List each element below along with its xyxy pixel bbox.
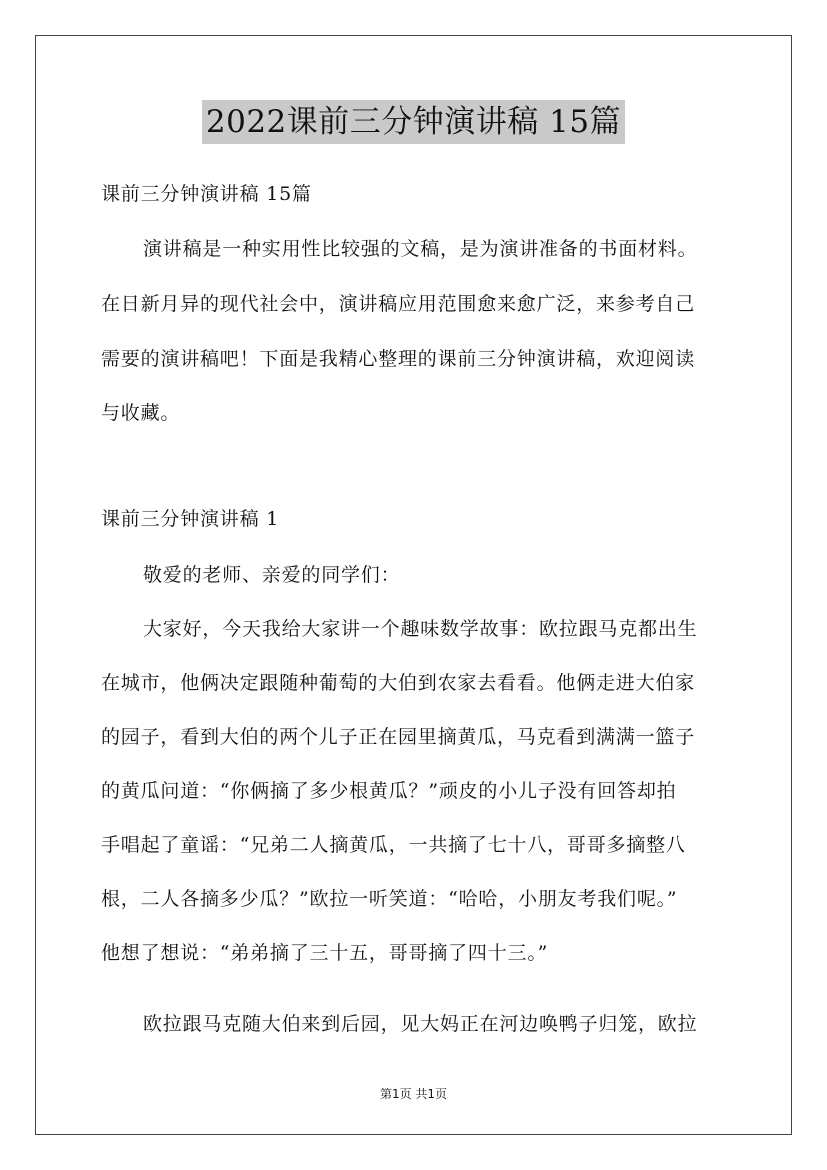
paragraph-line: 的园子，看到大伯的两个儿子正在园里摘黄瓜，马克看到满满一篮子 [101,726,696,748]
paragraph-line: 大家好，今天我给大家讲一个趣味数学故事：欧拉跟马克都出生 [143,618,698,640]
page-footer: 第1页 共1页 [379,1087,448,1101]
section-heading: 课前三分钟演讲稿 1 [101,508,280,530]
greeting-line: 敬爱的老师、亲爱的同学们： [143,564,401,586]
paragraph-line: 的黄瓜问道：“你俩摘了多少根黄瓜？”顽皮的小儿子没有回答却拍 [101,780,677,802]
paragraph-line: 需要的演讲稿吧！下面是我精心整理的课前三分钟演讲稿，欢迎阅读 [101,348,696,370]
paragraph-line: 与收藏。 [101,402,181,424]
paragraph-line: 欧拉跟马克随大伯来到后园，见大妈正在河边唤鸭子归笼，欧拉 [143,1013,698,1035]
paragraph-line: 他想了想说：“弟弟摘了三十五，哥哥摘了四十三。” [101,942,549,964]
title-container [0,100,827,144]
paragraph-line: 演讲稿是一种实用性比较强的文稿，是为演讲准备的书面材料。 [143,238,698,260]
paragraph-line: 手唱起了童谣：“兄弟二人摘黄瓜，一共摘了七十八，哥哥多摘整八 [101,834,686,856]
paragraph-line: 在日新月异的现代社会中，演讲稿应用范围愈来愈广泛，来参考自己 [101,293,696,315]
document-subtitle: 课前三分钟演讲稿 15篇 [101,183,312,205]
paragraph-line: 根，二人各摘多少瓜？”欧拉一听笑道：“哈哈，小朋友考我们呢。” [101,888,678,910]
paragraph-line: 在城市，他俩决定跟随种葡萄的大伯到农家去看看。他俩走进大伯家 [101,672,696,694]
document-title: 2022课前三分钟演讲稿 15篇 [202,100,625,144]
